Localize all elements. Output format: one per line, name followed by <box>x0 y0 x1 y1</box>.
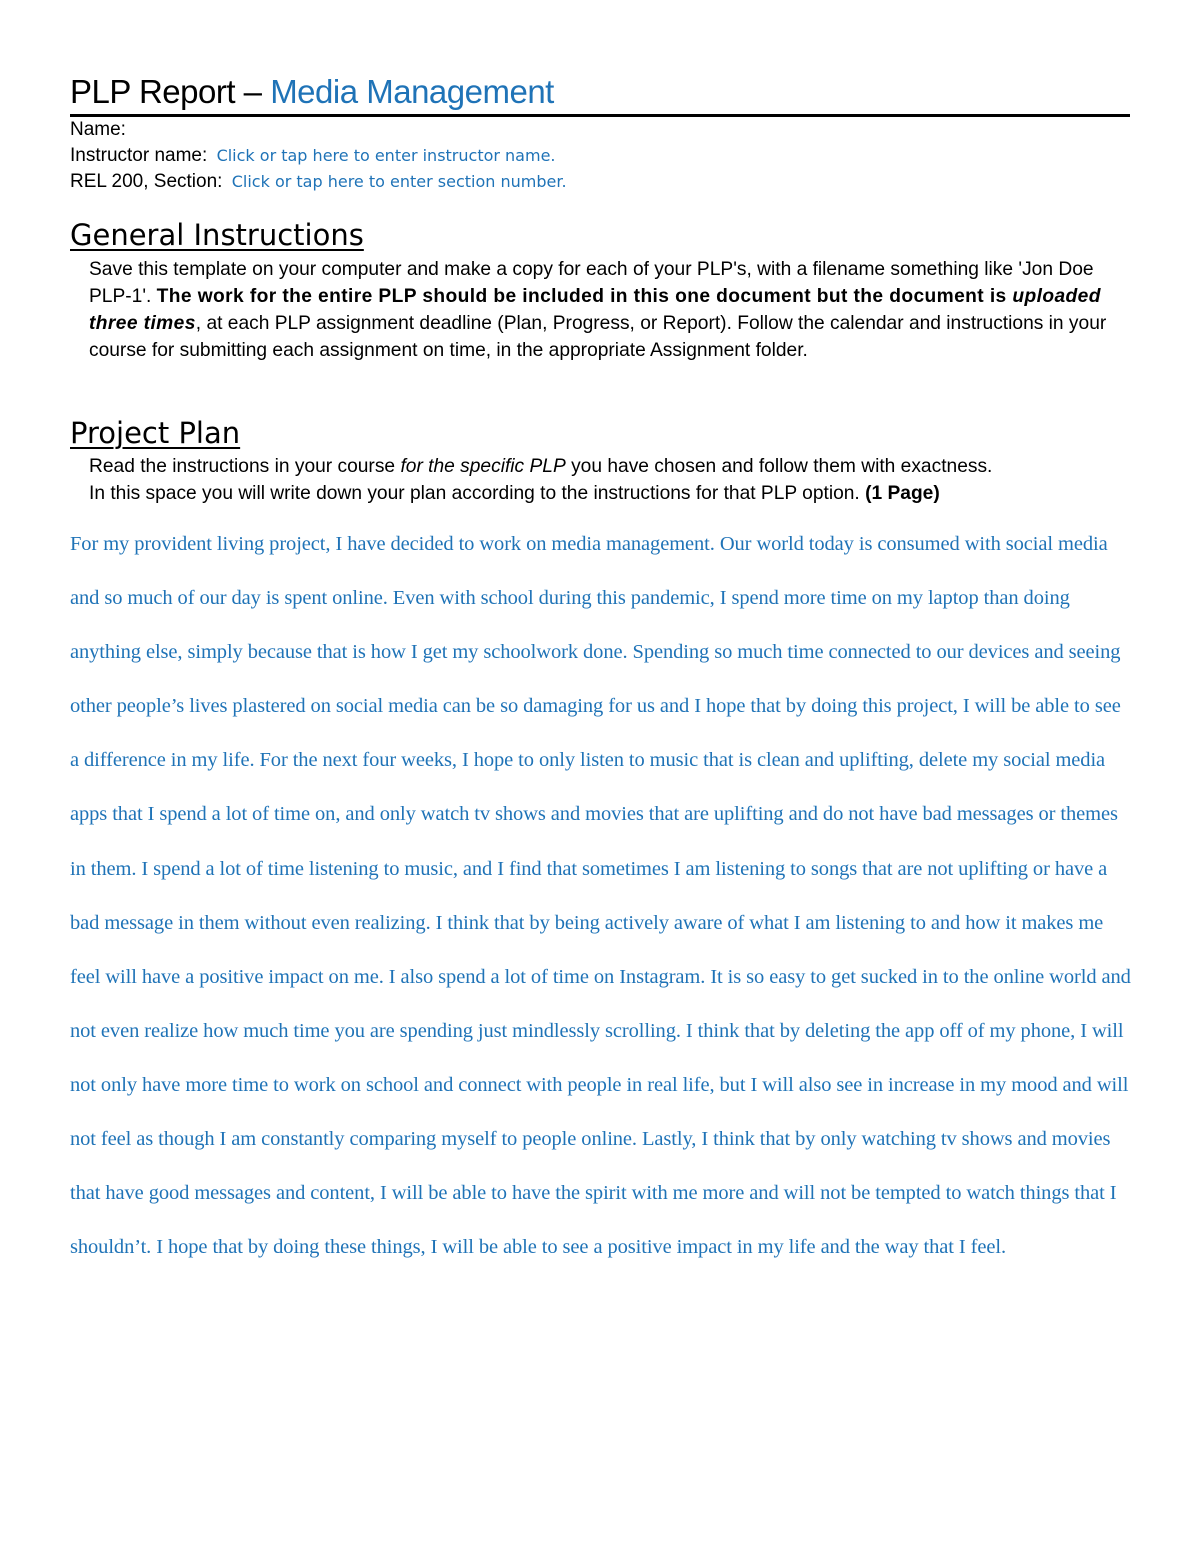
project-plan-heading: Project Plan <box>70 416 241 450</box>
plan-line1-a: Read the instructions in your course <box>89 456 401 477</box>
title-rule <box>70 114 1130 117</box>
section-number-field[interactable]: Click or tap here to enter section number. <box>231 172 567 191</box>
title-accent: Media Management <box>270 73 554 110</box>
instructor-name-field[interactable]: Click or tap here to enter instructor name. <box>216 146 556 165</box>
instructor-line <box>70 144 556 168</box>
plan-line2: In this space you will write down your plan according to the instructions for that PLP option. <box>89 483 866 504</box>
plan-body-text[interactable]: For my provident living project, I have decided to work on media management. Our world today is consumed with social media and so much of our day is spent online. Even with school during this pandemic, I spend more time on my laptop than doing anything else, simply because that is how I get my schoolwork done. Spending so much time connected to our devices and seeing other people’s lives plastered on social media can be so damaging for us and I hope that by doing this project, I will be able to see a difference in my life. For the next four weeks, I hope to only listen to music that is clean and uplifting, delete my social media apps that I spend a lot of time on, and only watch tv shows and movies that are uplifting and do not have bad messages or themes in them. I spend a lot of time listening to music, and I find that sometimes I am listening to songs that are not uplifting or have a bad message in them without even realizing. I think that by being actively aware of what I am listening to and how it makes me feel will have a positive impact on me. I also spend a lot of time on Instagram. It is so easy to get sucked in to the online world and not even realize how much time you are spending just mindlessly scrolling. I think that by deleting the app off of my phone, I will not only have more time to work on school and connect with people in real life, but I will also see in increase in my mood and will not feel as though I am constantly comparing myself to people online. Lastly, I think that by only watching tv shows and movies that have good messages and content, I will be able to have the spirit with me more and will not be tempted to watch things that I shouldn’t. I hope that by doing these things, I will be able to see a positive impact in my life and the way that I feel. <box>70 533 1131 1259</box>
general-text-1: Save this template on your computer and make a copy for each of your PLP's, with a filename something like 'Jon Doe PLP-1'. <box>89 259 1094 307</box>
general-instructions-text <box>89 256 1139 364</box>
title-prefix: PLP Report – <box>70 73 271 110</box>
name-line <box>70 118 126 142</box>
general-instructions-heading: General Instructions <box>70 218 364 252</box>
section-line <box>70 170 567 194</box>
plan-line1-italic: for the specific PLP <box>400 456 566 477</box>
page-title <box>70 72 554 112</box>
name-label: Name: <box>70 119 126 140</box>
general-bold-text: The work for the entire PLP should be included in this one document but the document is <box>156 286 1013 307</box>
general-text-2: , at each PLP assignment deadline (Plan, Progress, or Report). Follow the calendar and instructions in your course for submitting each assignment on time, in the appropriate Assignment folder. <box>89 313 1107 361</box>
plan-page-count: (1 Page) <box>865 483 940 504</box>
general-bold-italic-text: uploaded three times <box>89 286 1101 334</box>
section-label: REL 200, Section: <box>70 171 223 192</box>
plan-line1-b: you have chosen and follow them with exactness. <box>565 456 993 477</box>
plan-instructions-line2 <box>89 480 1139 507</box>
instructor-label: Instructor name: <box>70 145 208 166</box>
plan-instructions-line1 <box>89 453 1139 480</box>
